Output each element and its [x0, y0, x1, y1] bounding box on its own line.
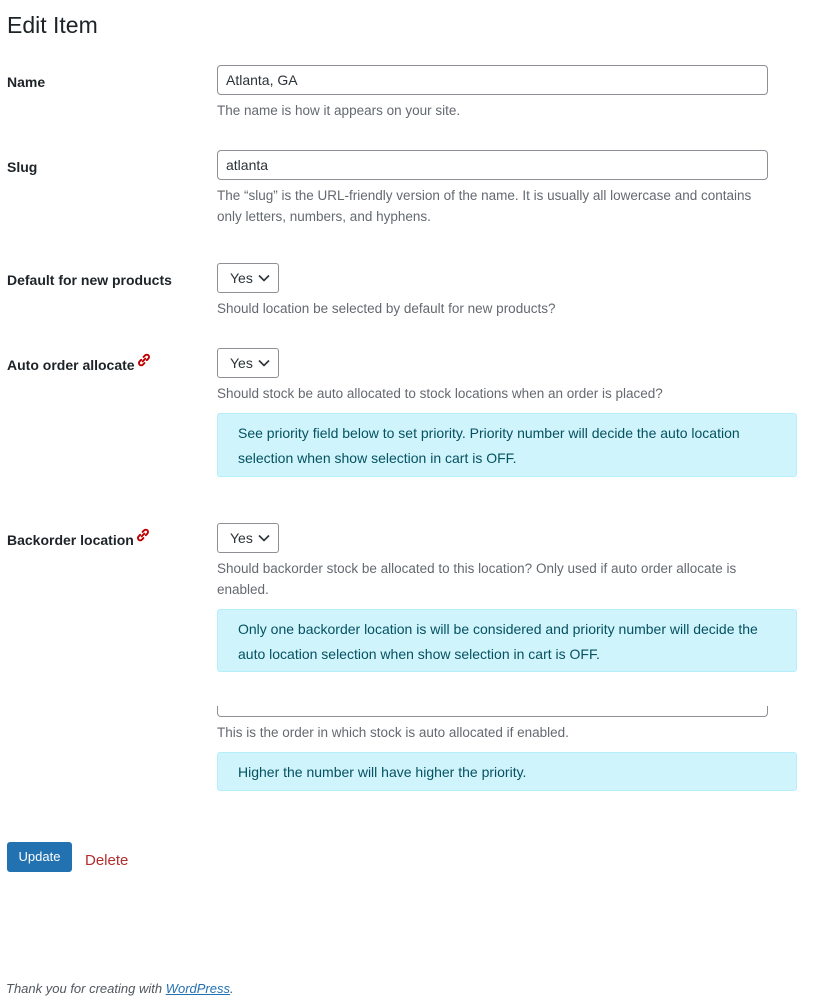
- backorder-select[interactable]: [217, 523, 279, 553]
- link-icon[interactable]: [136, 528, 150, 542]
- auto-allocate-select-value: Yes: [230, 355, 253, 371]
- footer-text: Thank you for creating with: [6, 981, 166, 996]
- default-products-select[interactable]: [217, 263, 279, 293]
- priority-notice: Higher the number will have higher the priority.: [217, 752, 797, 791]
- backorder-select-value: Yes: [230, 530, 253, 546]
- backorder-notice: Only one backorder location is will be considered and priority number will decide the auto location selection when show selection in cart is OFF.: [217, 609, 797, 672]
- backorder-label-row: [7, 531, 150, 550]
- default-products-description: Should location be selected by default for new products?: [217, 301, 556, 316]
- auto-allocate-label-row: [7, 356, 151, 375]
- name-label: Name: [7, 74, 46, 90]
- footer-suffix: .: [230, 981, 234, 996]
- auto-allocate-label: Auto order allocate: [7, 357, 135, 373]
- link-icon[interactable]: [137, 353, 151, 367]
- default-products-select-value: Yes: [230, 270, 253, 286]
- delete-link[interactable]: Delete: [85, 852, 129, 869]
- name-input[interactable]: [217, 65, 768, 95]
- default-products-label: Default for new products: [7, 272, 172, 288]
- chevron-down-icon: [258, 274, 270, 282]
- slug-label: Slug: [7, 159, 38, 175]
- slug-input[interactable]: [217, 150, 768, 180]
- priority-description: This is the order in which stock is auto allocated if enabled.: [217, 725, 569, 740]
- wordpress-link[interactable]: WordPress: [165, 981, 230, 996]
- update-button[interactable]: Update: [7, 842, 72, 872]
- backorder-description: Should backorder stock be allocated to this location? Only used if auto order allocate is enabled.: [217, 561, 737, 597]
- auto-allocate-notice: See priority field below to set priority. Priority number will decide the auto location selection when show selection in cart is OFF.: [217, 413, 797, 477]
- auto-allocate-description: Should stock be auto allocated to stock locations when an order is placed?: [217, 386, 663, 401]
- footer-credit: [6, 979, 234, 998]
- backorder-label: Backorder location: [7, 532, 134, 548]
- page-title: Edit Item: [7, 12, 98, 38]
- auto-allocate-select[interactable]: [217, 348, 279, 378]
- name-description: The name is how it appears on your site.: [217, 103, 461, 118]
- slug-description: The “slug” is the URL-friendly version of the name. It is usually all lowercase and contains only letters, numbers, and hyphens.: [217, 188, 752, 224]
- chevron-down-icon: [258, 359, 270, 367]
- chevron-down-icon: [258, 534, 270, 542]
- priority-input[interactable]: [217, 706, 768, 717]
